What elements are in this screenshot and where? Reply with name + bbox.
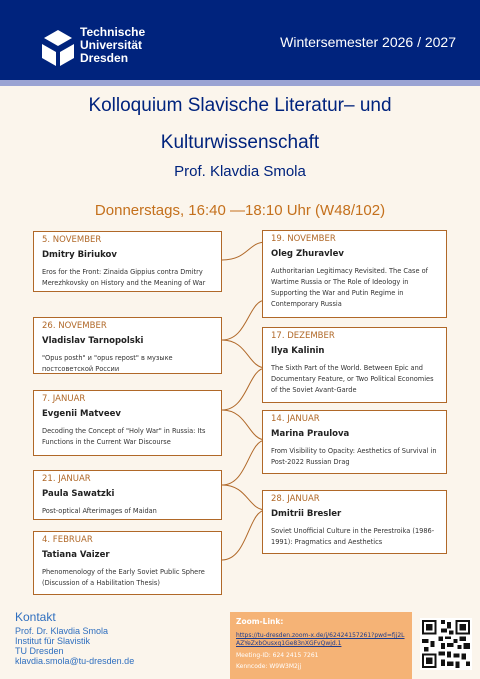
contact-heading: Kontakt [15, 610, 56, 624]
contact-email-link[interactable]: klavdia.smola@tu-dresden.de [15, 656, 135, 666]
session-card: 14. JANUAR Marina Praulova From Visibility to Opacity: Aesthetics of Survival in Post-2022 Russian Drag [262, 410, 447, 474]
page-title-line1: Kolloquium Slavische Literatur– und [88, 95, 392, 116]
session-card: 19. NOVEMBER Oleg Zhuravlev Authoritarian Legitimacy Revisited. The Case of Wartime Russia or The Role of Ideology in Supporting the War and Putin Regime in Contemporary Russia [262, 230, 447, 318]
contact-block [15, 610, 134, 666]
page-title-line2: Kulturwissenschaft [160, 132, 320, 153]
schedule-time: Donnerstags, 16:40 —18:10 Uhr (W48/102) [94, 202, 386, 219]
session-card: 4. FEBRUAR Tatiana Vaizer Phenomenology of the Early Soviet Public Sphere (Discussion of a Habilitation Thesis) [33, 531, 222, 595]
session-card: 21. JANUAR Paula Sawatzki Post-optical Afterimages of Maidan [33, 470, 222, 520]
tu-dresden-logo-icon [38, 28, 78, 68]
zoom-passcode: Kenncode: W9W3M2jj [236, 663, 302, 670]
session-card: 17. DEZEMBER Ilya Kalinin The Sixth Part of the World. Between Epic and Documentary Feature, or Two Political Economies of the Soviet Avant-Garde [262, 327, 447, 403]
zoom-box [230, 612, 412, 679]
zoom-heading: Zoom-Link: [236, 617, 284, 626]
session-card: 26. NOVEMBER Vladislav Tarnopolski "Opus posth" и "opus repost" в музыке постсоветской России [33, 317, 222, 374]
header-band [0, 80, 480, 86]
semester-label: Wintersemester 2026 / 2027 [280, 34, 456, 50]
session-card: 28. JANUAR Dmitrii Bresler Soviet Unofficial Culture in the Perestroika (1986-1991): Pragmatics and Aesthetics [262, 490, 447, 554]
contact-university: TU Dresden [15, 646, 64, 656]
session-card: 5. NOVEMBER Dmitry Biriukov Eros for the Front: Zinaida Gippius contra Dmitry Merezhkovsky on History and the Meaning of War [33, 231, 222, 292]
session-card: 7. JANUAR Evgenii Matveev Decoding the Concept of "Holy War" in Russia: Its Functions in the Current War Discourse [33, 390, 222, 456]
zoom-meeting-id: Meeting-ID: 624 2415 7261 [236, 652, 319, 659]
contact-institute: Institut für Slavistik [15, 636, 91, 646]
professor-name: Prof. Klavdia Smola [174, 163, 306, 180]
header-bar [0, 0, 480, 80]
university-name: Technische Universität Dresden [80, 25, 146, 65]
contact-name: Prof. Dr. Klavdia Smola [15, 626, 109, 636]
qr-code-icon [420, 618, 472, 670]
zoom-link[interactable]: https://tu-dresden.zoom-x.de/j/62424157261?pwd=fjj2LAZYeZxbOusxq1Ge83nXGFvQwjd.1 [236, 632, 405, 647]
